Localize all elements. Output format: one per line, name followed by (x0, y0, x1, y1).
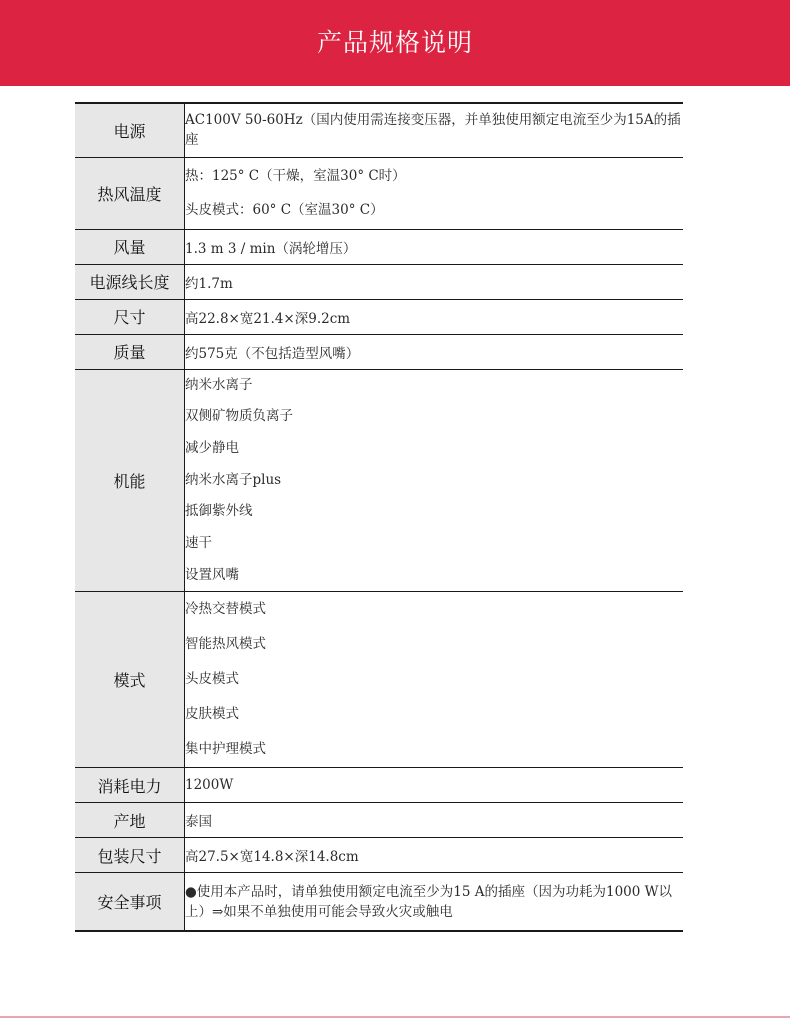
spec-label: 质量 (75, 334, 185, 369)
spec-value: 约1.7m (185, 264, 684, 299)
spec-label: 机能 (75, 369, 185, 592)
spec-value: AC100V 50-60Hz（国内使用需连接变压器，并单独使用额定电流至少为15A的插座 (185, 112, 681, 149)
list-item: 纳米水离子plus (185, 471, 282, 488)
safety-warning: ●使用本产品时，请单独使用额定电流至少为15 A的插座（因为功耗为1000 W以上）⇒如果不单独使用可能会导致火灾或触电 (185, 883, 673, 920)
list-item: 智能热风模式 (185, 636, 266, 653)
spec-label: 包装尺寸 (75, 838, 185, 873)
spec-value: 高22.8×宽21.4×深9.2cm (185, 299, 684, 334)
spec-row-package-size (75, 838, 683, 873)
spec-row-power (75, 103, 683, 157)
spec-row-air-volume (75, 229, 683, 264)
spec-value: 泰国 (185, 803, 684, 838)
spec-row-weight (75, 334, 683, 369)
list-item: 减少静电 (185, 439, 239, 456)
spec-label: 尺寸 (75, 299, 185, 334)
spec-row-dimensions (75, 299, 683, 334)
list-item: 速干 (185, 535, 212, 552)
spec-label: 风量 (75, 229, 185, 264)
spec-row-safety (75, 873, 683, 931)
spec-label: 电源线长度 (75, 264, 185, 299)
list-item: 集中护理模式 (185, 741, 266, 758)
spec-row-origin (75, 803, 683, 838)
list-item: 头皮模式 (185, 671, 239, 688)
spec-label: 热风温度 (75, 157, 185, 229)
list-item: 设置风嘴 (185, 566, 239, 583)
spec-value-line: 头皮模式：60° C（室温30° C） (185, 202, 384, 218)
spec-row-functions (75, 369, 683, 592)
spec-label: 消耗电力 (75, 768, 185, 803)
list-item: 双侧矿物质负离子 (185, 408, 293, 425)
spec-label: 安全事项 (75, 873, 185, 931)
spec-row-modes (75, 592, 683, 768)
spec-value: 高27.5×宽14.8×深14.8cm (185, 838, 684, 873)
list-item: 冷热交替模式 (185, 601, 266, 618)
spec-value: 1.3 m 3 / min（涡轮增压） (185, 229, 684, 264)
spec-value: 1200W (185, 768, 684, 803)
spec-label: 电源 (75, 103, 185, 157)
spec-row-cord-length (75, 264, 683, 299)
list-item: 皮肤模式 (185, 706, 239, 723)
spec-table (75, 102, 683, 932)
spec-value-line: 热：125° C（干燥，室温30° C时） (185, 168, 406, 184)
page-title: 产品规格说明 (316, 28, 473, 57)
spec-value: 约575克（不包括造型风嘴） (185, 334, 684, 369)
spec-row-power-consumption (75, 768, 683, 803)
spec-label: 模式 (75, 592, 185, 768)
spec-row-hot-air-temp (75, 157, 683, 229)
spec-label: 产地 (75, 803, 185, 838)
list-item: 抵御紫外线 (185, 503, 253, 520)
list-item: 纳米水离子 (185, 376, 253, 393)
